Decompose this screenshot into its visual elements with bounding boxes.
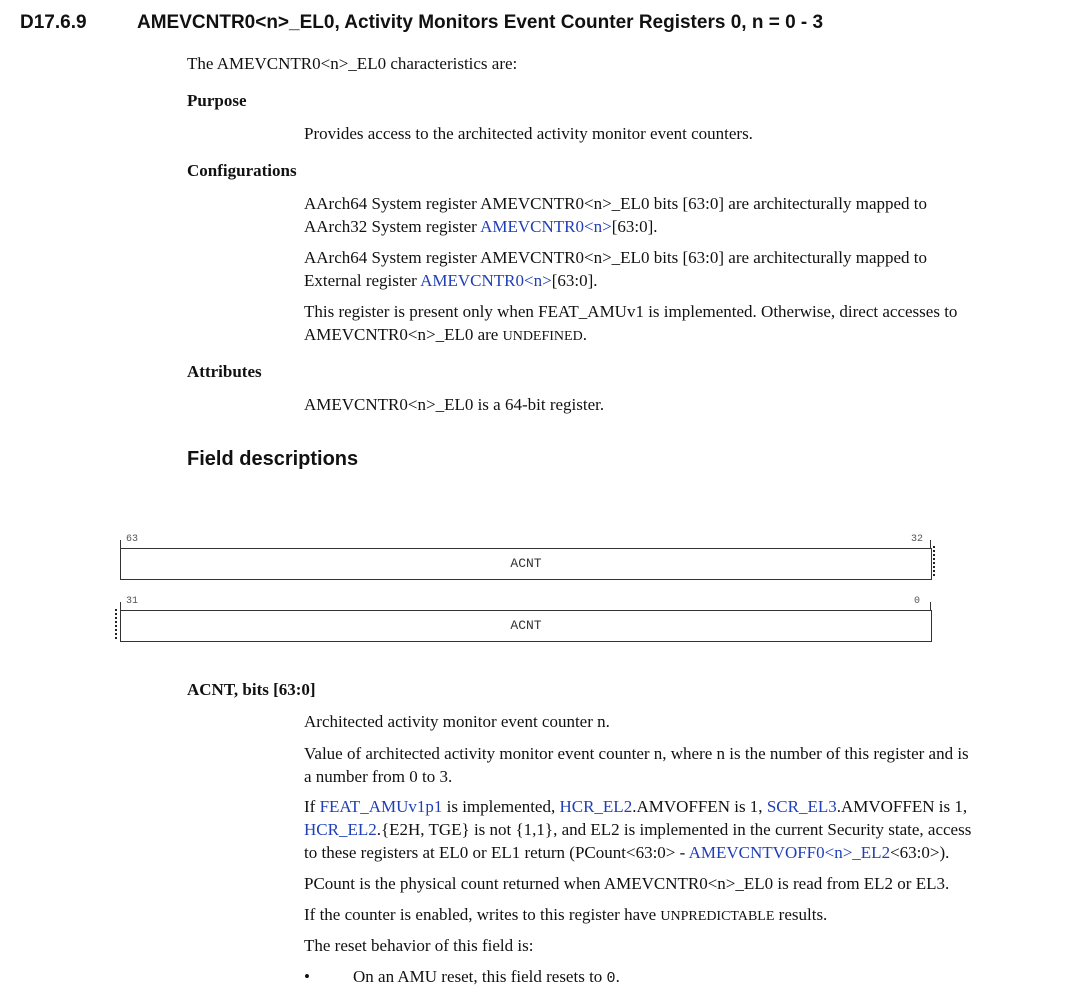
config-p2-line2: External register AMEVCNTR0<n>[63:0]. [304, 271, 598, 290]
section-title: AMEVCNTR0<n>_EL0, Activity Monitors Event Counter Registers 0, n = 0 - 3 [137, 12, 824, 33]
config-p3-line1: This register is present only when FEAT_AMUv1 is implemented. Otherwise, direct accesses to [304, 302, 958, 321]
acnt-p3-line3: to these registers at EL0 or EL1 return (PCount<63:0> - AMEVCNTVOFF0<n>_EL2<63:0>). [304, 843, 950, 862]
configurations-heading: Configurations [187, 161, 297, 180]
acnt-p1: Architected activity monitor event counter n. [304, 712, 610, 731]
unpredictable-term: UNPREDICTABLE [660, 909, 775, 924]
config-p2-line1: AArch64 System register AMEVCNTR0<n>_EL0 bits [63:0] are architecturally mapped to [304, 248, 928, 267]
field-acnt-lower: ACNT [510, 618, 542, 633]
hcr-el2-link[interactable]: HCR_EL2 [559, 797, 633, 816]
undefined-term: UNDEFINED [502, 329, 583, 344]
amevcntvoff0-el2-link[interactable]: AMEVCNTVOFF0<n>_EL2 [688, 843, 891, 862]
reset-bullet-item: On an AMU reset, this field resets to 0. [353, 967, 620, 987]
amevcntr0-external-link[interactable]: AMEVCNTR0<n> [420, 271, 552, 290]
attributes-text: AMEVCNTR0<n>_EL0 is a 64-bit register. [304, 395, 605, 414]
bullet-marker: • [304, 967, 310, 986]
attributes-heading: Attributes [187, 362, 262, 381]
acnt-p5: If the counter is enabled, writes to this register have UNPREDICTABLE results. [304, 905, 828, 924]
config-p1-line1: AArch64 System register AMEVCNTR0<n>_EL0 bits [63:0] are architecturally mapped to [304, 194, 928, 213]
config-paragraph-3 [304, 300, 957, 348]
bit-number-31: 31 [126, 596, 139, 607]
register-row-lower [120, 610, 932, 642]
amevcntr0-aarch32-link[interactable]: AMEVCNTR0<n> [480, 217, 612, 236]
acnt-p2 [304, 742, 969, 788]
acnt-p2-line1: Value of architected activity monitor event counter n, where n is the number of this register and is [304, 744, 969, 763]
acnt-p3-line2: HCR_EL2.{E2H, TGE} is not {1,1}, and EL2 is implemented in the current Security state, access [304, 820, 972, 839]
field-descriptions-heading: Field descriptions [187, 448, 359, 470]
acnt-p6: The reset behavior of this field is: [304, 936, 534, 955]
purpose-heading: Purpose [187, 91, 247, 110]
acnt-p2-line2: a number from 0 to 3. [304, 767, 453, 786]
bit-number-0: 0 [914, 596, 921, 607]
acnt-p4: PCount is the physical count returned when AMEVCNTR0<n>_EL0 is read from EL2 or EL3. [304, 874, 950, 893]
config-p1-line2: AArch32 System register AMEVCNTR0<n>[63:0]. [304, 217, 658, 236]
bit-number-32: 32 [911, 534, 924, 545]
purpose-text: Provides access to the architected activity monitor event counters. [304, 124, 753, 143]
scr-el3-link[interactable]: SCR_EL3 [766, 797, 837, 816]
acnt-heading: ACNT, bits [63:0] [187, 680, 316, 699]
section-number: D17.6.9 [20, 12, 87, 33]
feat-amuv1p1-link[interactable]: FEAT_AMUv1p1 [319, 797, 443, 816]
config-paragraph-2 [304, 246, 927, 292]
config-paragraph-1 [304, 192, 927, 238]
register-row-upper [120, 548, 932, 580]
reset-value-code: 0 [606, 970, 616, 987]
config-p3-line2: AMEVCNTR0<n>_EL0 are UNDEFINED. [304, 325, 587, 344]
acnt-p3-line1: If FEAT_AMUv1p1 is implemented, HCR_EL2.AMVOFFEN is 1, SCR_EL3.AMVOFFEN is 1, [304, 797, 968, 816]
continuation-dots-right [933, 546, 935, 576]
intro-text: The AMEVCNTR0<n>_EL0 characteristics are: [187, 54, 518, 73]
hcr-el2-link-2[interactable]: HCR_EL2 [304, 820, 377, 839]
continuation-dots-left [115, 609, 117, 639]
acnt-p3 [304, 795, 971, 864]
field-acnt-upper: ACNT [510, 556, 542, 571]
bit-number-63: 63 [126, 534, 139, 545]
